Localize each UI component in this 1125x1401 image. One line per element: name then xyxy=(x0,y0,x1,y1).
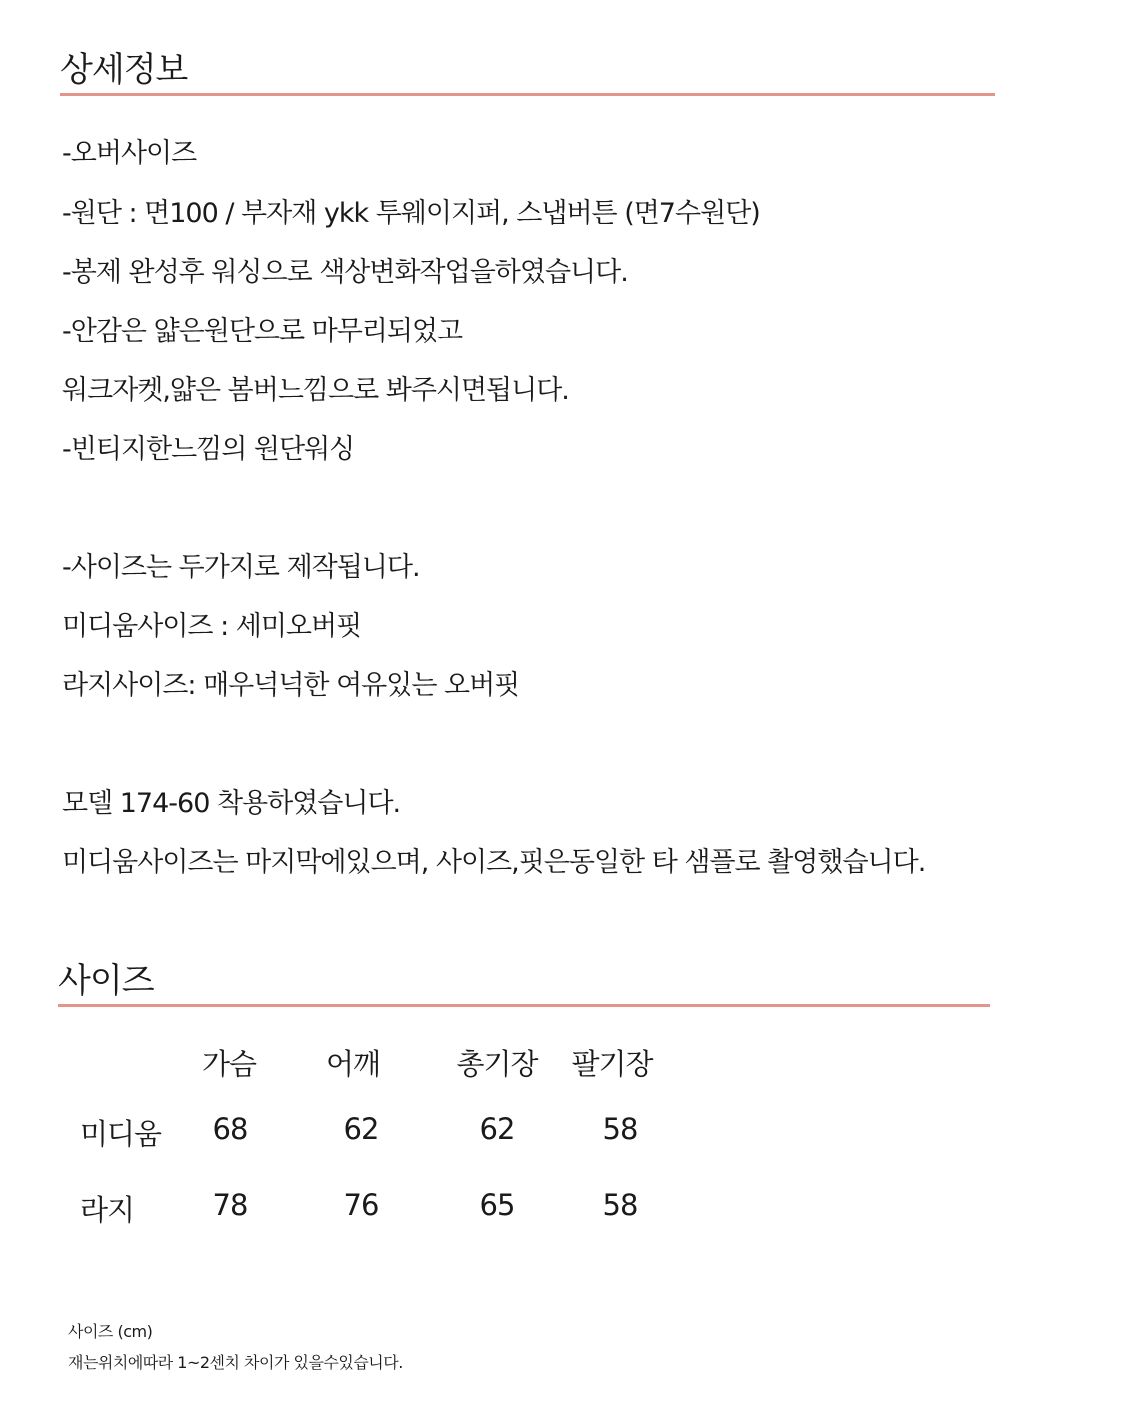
table-cell: 58 xyxy=(602,1112,638,1146)
column-header: 가슴 xyxy=(201,1047,257,1081)
desc-line: -봉제 완성후 워싱으로 색상변화작업을하였습니다. xyxy=(62,257,628,288)
row-label: 미디움 xyxy=(80,1117,162,1151)
desc-line: 라지사이즈: 매우넉넉한 여유있는 오버핏 xyxy=(62,670,520,701)
table-cell: 68 xyxy=(212,1112,248,1146)
details-title: 상세정보 xyxy=(60,50,188,90)
tolerance-note: 재는위치에따라 1~2센치 차이가 있을수있습니다. xyxy=(68,1353,403,1372)
desc-line: -안감은 얇은원단으로 마무리되었고 xyxy=(62,316,463,347)
desc-line: 모델 174-60 착용하였습니다. xyxy=(62,788,401,819)
column-header: 팔기장 xyxy=(571,1047,653,1081)
column-header: 총기장 xyxy=(456,1047,538,1081)
unit-note: 사이즈 (cm) xyxy=(68,1322,153,1341)
table-cell: 62 xyxy=(343,1112,379,1146)
details-divider xyxy=(60,93,995,96)
desc-line: -오버사이즈 xyxy=(62,138,197,169)
row-label: 라지 xyxy=(80,1193,135,1227)
desc-line: -원단 : 면100 / 부자재 ykk 투웨이지퍼, 스냅버튼 (면7수원단) xyxy=(62,198,760,229)
table-cell: 58 xyxy=(602,1188,638,1222)
desc-line: -사이즈는 두가지로 제작됩니다. xyxy=(62,552,420,583)
table-cell: 76 xyxy=(343,1188,379,1222)
column-header: 어깨 xyxy=(325,1047,381,1081)
desc-line: 미디움사이즈는 마지막에있으며, 사이즈,핏은동일한 타 샘플로 촬영했습니다. xyxy=(62,847,926,878)
desc-line: 워크자켓,얇은 봄버느낌으로 봐주시면됩니다. xyxy=(62,375,569,406)
table-cell: 62 xyxy=(479,1112,515,1146)
table-cell: 65 xyxy=(479,1188,515,1222)
size-divider xyxy=(58,1004,990,1007)
desc-line: -빈티지한느낌의 원단워싱 xyxy=(62,434,355,465)
size-title: 사이즈 xyxy=(58,961,154,1001)
table-cell: 78 xyxy=(212,1188,248,1222)
desc-line: 미디움사이즈 : 세미오버핏 xyxy=(62,611,362,642)
